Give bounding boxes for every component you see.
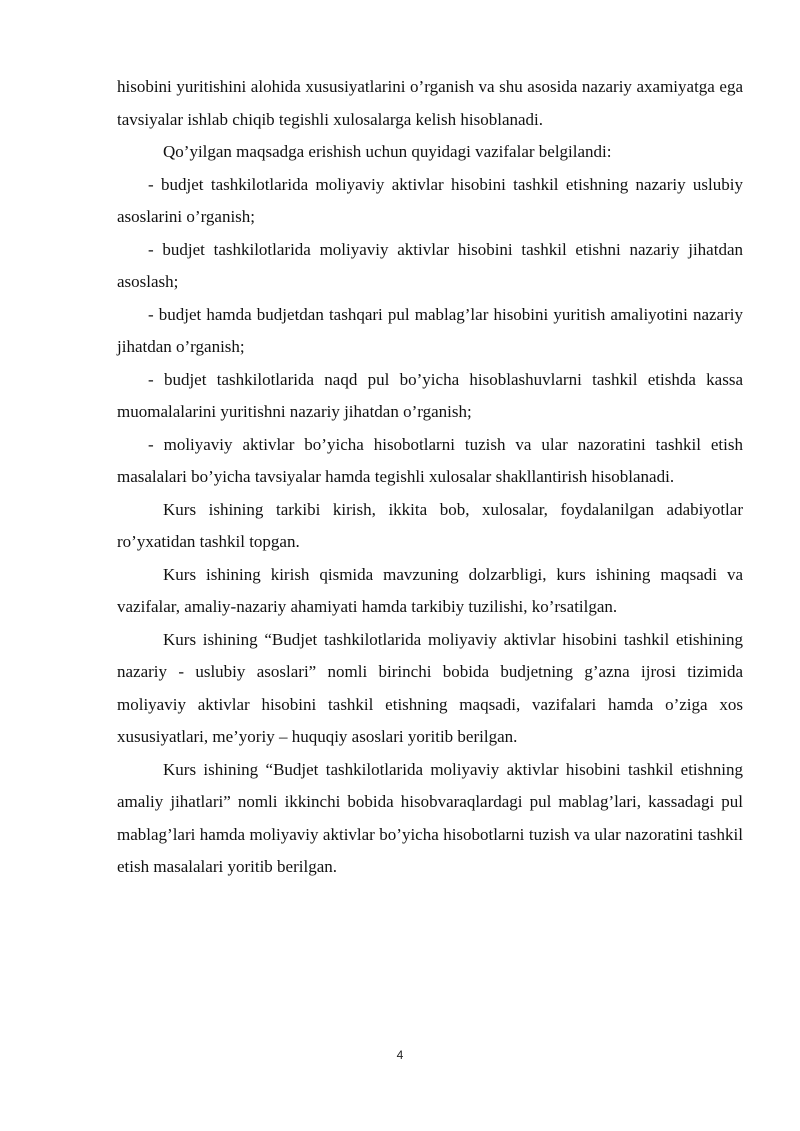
list-item-task-4: - budjet tashkilotlarida naqd pul bo’yicha hisoblashuvlarni tashkil etishda kassa muomalalarini yuritishni nazariy jihatdan o’rganish; (117, 369, 743, 421)
paragraph-chapter-one-summary: Kurs ishining “Budjet tashkilotlarida moliyaviy aktivlar hisobini tashkil etishining nazariy - uslubiy asoslari” nomli birinchi bobida budjetning g’azna ijrosi tizimida moliyaviy aktivlar hisobini tashkil etishning maqsadi, vazifalari hamda o’ziga xos xususiyatlari, me’yoriy – huquqiy asoslari yoritib berilgan. (117, 629, 743, 746)
paragraph-intro-continuation: hisobini yuritishini alohida xususiyatlarini o’rganish va shu asosida nazariy axamiyatga ega tavsiyalar ishlab chiqib tegishli xulosalarga kelish hisoblanadi. (117, 77, 743, 129)
list-item-task-3: - budjet hamda budjetdan tashqari pul mablag’lar hisobini yuritish amaliyotini nazariy jihatdan o’rganish; (117, 304, 743, 356)
list-item-task-1: - budjet tashkilotlarida moliyaviy aktivlar hisobini tashkil etishning nazariy uslubiy asoslarini o’rganish; (117, 174, 743, 226)
document-page-body (117, 71, 743, 884)
list-item-task-2: - budjet tashkilotlarida moliyaviy aktivlar hisobini tashkil etishni nazariy jihatdan asoslash; (117, 239, 743, 291)
list-item-task-5: - moliyaviy aktivlar bo’yicha hisobotlarni tuzish va ular nazoratini tashkil etish masalalari bo’yicha tavsiyalar hamda tegishli xulosalar shakllantirish hisoblanadi. (117, 434, 743, 486)
paragraph-structure: Kurs ishining tarkibi kirish, ikkita bob, xulosalar, foydalanilgan adabiyotlar ro’yxatidan tashkil topgan. (117, 499, 743, 551)
page-number: 4 (396, 1048, 404, 1062)
paragraph-tasks-heading: Qo’yilgan maqsadga erishish uchun quyidagi vazifalar belgilandi: (163, 142, 612, 161)
paragraph-chapter-two-summary: Kurs ishining “Budjet tashkilotlarida moliyaviy aktivlar hisobini tashkil etishning amaliy jihatlari” nomli ikkinchi bobida hisobvaraqlardagi pul mablag’lari, kassadagi pul mablag’lari hamda moliyaviy aktivlar bo’yicha hisobotlarni tuzish va ular nazoratini tashkil etish masalalari yoritib berilgan. (117, 759, 743, 876)
paragraph-introduction-summary: Kurs ishining kirish qismida mavzuning dolzarbligi, kurs ishining maqsadi va vazifalar, amaliy-nazariy ahamiyati hamda tarkibiy tuzilishi, ko’rsatilgan. (117, 564, 743, 616)
